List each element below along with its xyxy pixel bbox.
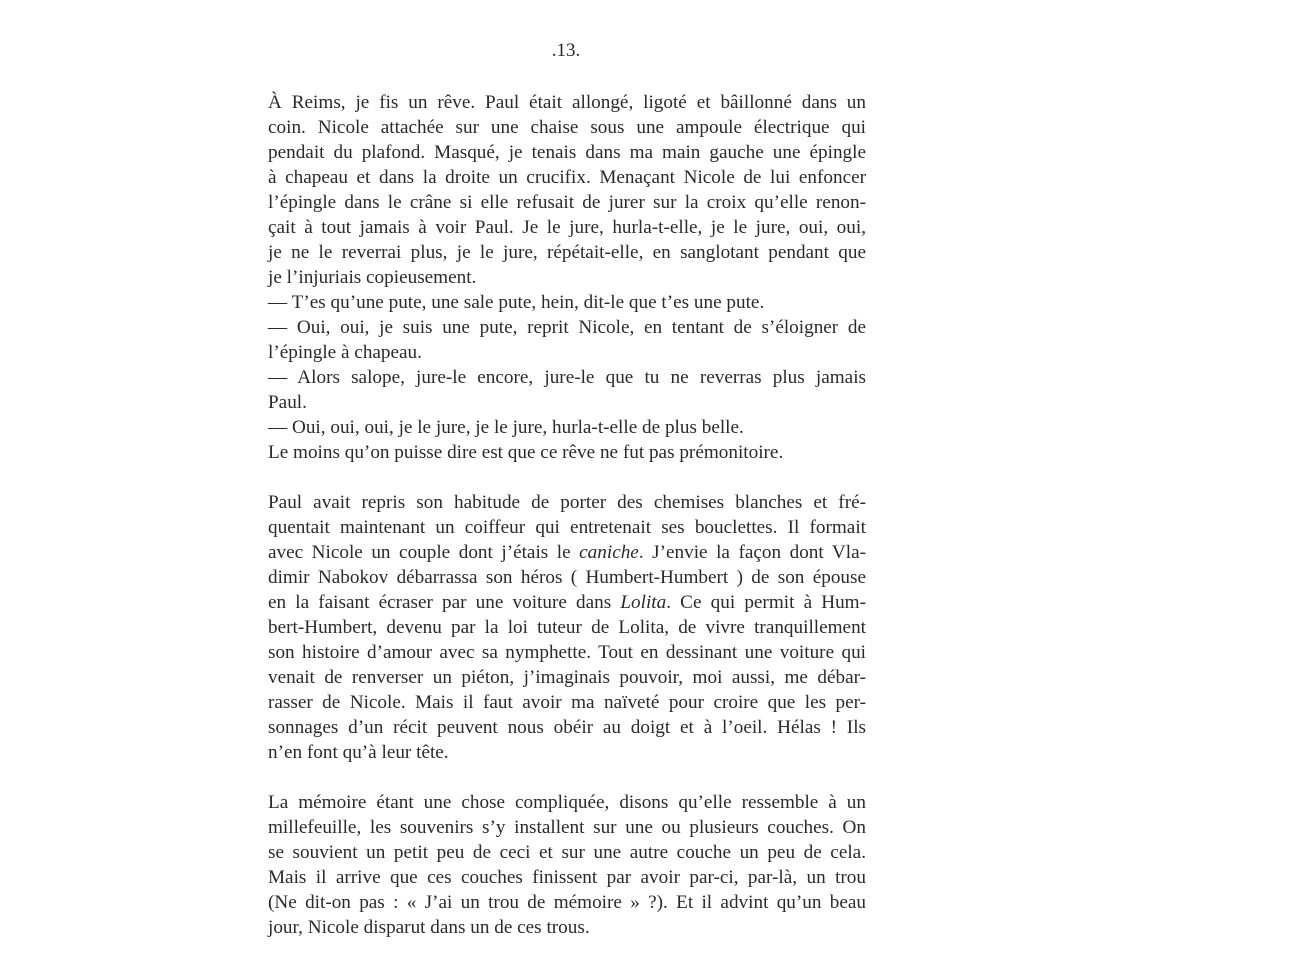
- text-line: quentait maintenant un coiffeur qui entretenait ses bouclettes. Il formait: [268, 517, 866, 538]
- text-line: bert-Humbert, devenu par la loi tuteur de Lolita, de vivre tranquillement: [268, 617, 866, 638]
- text-line: — Alors salope, jure-le encore, jure-le que tu ne reverras plus jamais: [268, 367, 866, 388]
- body-text: [268, 90, 866, 940]
- text-line: dimir Nabokov débarrassa son héros ( Humbert-Humbert ) de son épouse: [268, 567, 866, 588]
- paragraph: [268, 790, 866, 940]
- text-line: Paul.: [268, 392, 307, 413]
- text-line: se souvient un petit peu de ceci et sur une autre couche un peu de cela.: [268, 842, 866, 863]
- text-line: — Oui, oui, je suis une pute, reprit Nicole, en tentant de s’éloigner de: [268, 317, 866, 338]
- paragraph: [268, 490, 866, 765]
- text-line: l’épingle dans le crâne si elle refusait de jurer sur la croix qu’elle renon-: [268, 192, 866, 213]
- text-line: l’épingle à chapeau.: [268, 342, 422, 363]
- text-line: Mais il arrive que ces couches finissent par avoir par-ci, par-là, un trou: [268, 867, 866, 888]
- text-line: (Ne dit-on pas : « J’ai un trou de mémoire » ?). Et il advint qu’un beau: [268, 892, 866, 913]
- text-run: . Ce qui permit à Hum-: [666, 592, 867, 613]
- text-line: son histoire d’amour avec sa nymphette. Tout en dessinant une voiture qui: [268, 642, 866, 663]
- text-line: À Reims, je fis un rêve. Paul était allongé, ligoté et bâillonné dans un: [268, 92, 866, 113]
- text-run: . J’envie la façon dont Vla-: [638, 542, 866, 563]
- paragraph: [268, 90, 866, 465]
- text-line: La mémoire étant une chose compliquée, disons qu’elle ressemble à un: [268, 792, 866, 813]
- paragraph-gap: [268, 465, 866, 490]
- text-line: [268, 590, 866, 615]
- text-line: je ne le reverrai plus, je le jure, répétait-elle, en sanglotant pendant que: [268, 242, 866, 263]
- text-line: n’en font qu’à leur tête.: [268, 742, 449, 763]
- text-line: je l’injuriais copieusement.: [268, 267, 477, 288]
- text-line: — Oui, oui, oui, je le jure, je le jure, hurla-t-elle de plus belle.: [268, 417, 744, 438]
- text-line: à chapeau et dans la droite un crucifix. Menaçant Nicole de lui enfoncer: [268, 167, 866, 188]
- text-line: coin. Nicole attachée sur une chaise sous une ampoule électrique qui: [268, 117, 866, 138]
- italic-title: caniche: [579, 542, 639, 563]
- text-line: millefeuille, les souvenirs s’y installent sur une ou plusieurs couches. On: [268, 817, 866, 838]
- text-line: jour, Nicole disparut dans un de ces trous.: [268, 917, 590, 938]
- page-number: .13.: [551, 40, 581, 61]
- text-line: — T’es qu’une pute, une sale pute, hein, dit-le que t’es une pute.: [268, 292, 765, 313]
- text-line: [268, 540, 866, 565]
- text-run: avec Nicole un couple dont j’étais le: [268, 542, 580, 563]
- text-line: çait à tout jamais à voir Paul. Je le jure, hurla-t-elle, je le jure, oui, oui,: [268, 217, 866, 238]
- text-line: sonnages d’un récit peuvent nous obéir au doigt et à l’oeil. Hélas ! Ils: [268, 717, 866, 738]
- text-line: pendait du plafond. Masqué, je tenais dans ma main gauche une épingle: [268, 142, 866, 163]
- text-line: rasser de Nicole. Mais il faut avoir ma naïveté pour croire que les per-: [268, 692, 866, 713]
- text-line: venait de renverser un piéton, j’imaginais pouvoir, moi aussi, me débar-: [268, 667, 866, 688]
- text-line: Le moins qu’on puisse dire est que ce rêve ne fut pas prémonitoire.: [268, 442, 784, 463]
- paragraph-gap: [268, 765, 866, 790]
- text-line: Paul avait repris son habitude de porter des chemises blanches et fré-: [268, 492, 866, 513]
- italic-title: Lolita: [620, 592, 667, 613]
- text-run: en la faisant écraser par une voiture dans: [268, 592, 621, 613]
